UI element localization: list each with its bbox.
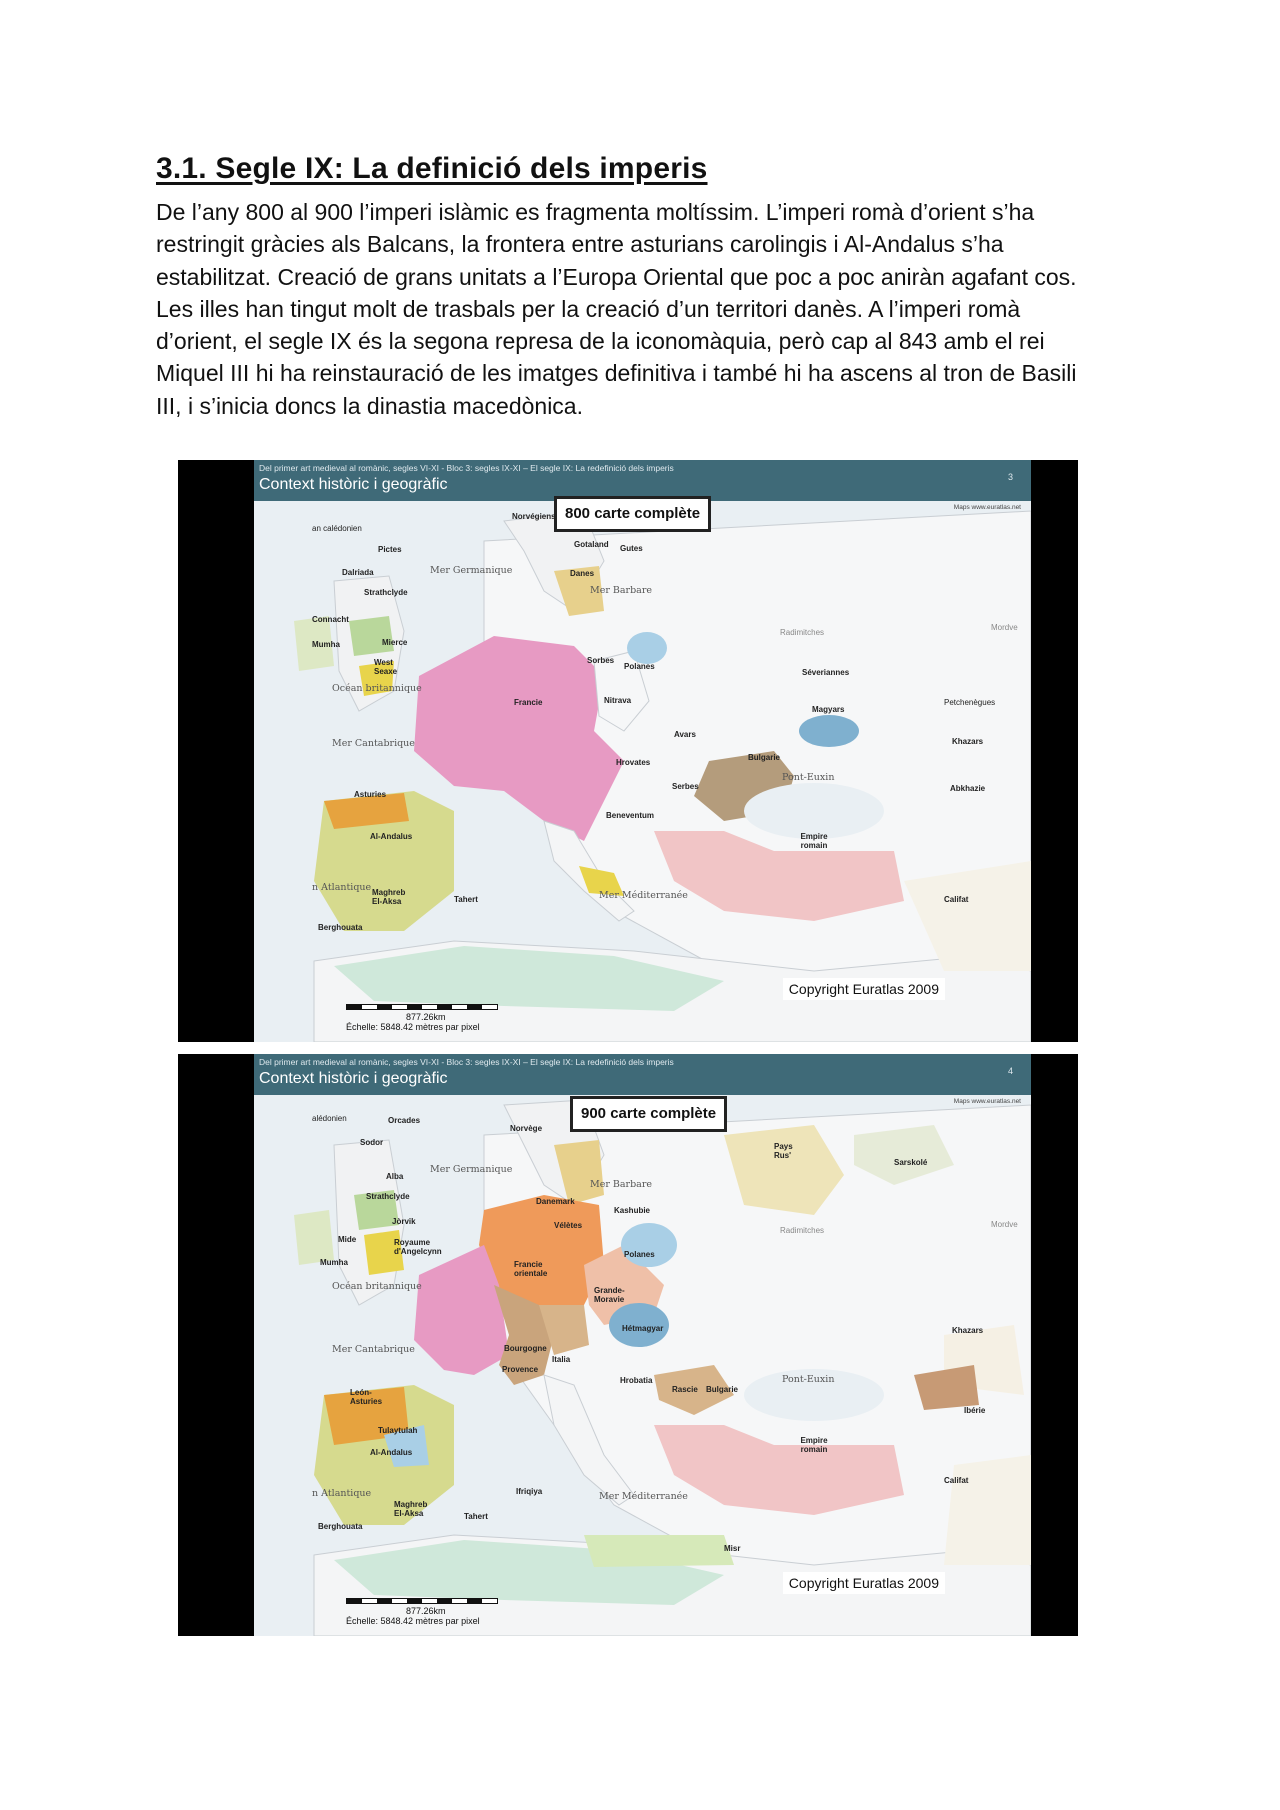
map-label: Connacht	[312, 615, 349, 624]
map-label: Mumha	[320, 1258, 348, 1267]
map-label: Pictes	[378, 545, 402, 554]
map-label: Bourgogne	[504, 1344, 547, 1353]
map-label: Mordve	[991, 623, 1018, 632]
map-label: Pays Rus'	[774, 1142, 793, 1160]
map-label: Misr	[724, 1544, 741, 1553]
sea-label: Mer Barbare	[590, 585, 653, 596]
map-label: Radimitches	[780, 628, 825, 637]
map-label: Khazars	[952, 1326, 984, 1335]
slide-header	[254, 460, 1031, 501]
map-label: Asturies	[354, 790, 387, 799]
europe-map-800	[254, 501, 1031, 1042]
sea-label: n Atlantique	[312, 1488, 372, 1499]
map-label: Francie orientale	[514, 1260, 548, 1278]
map-scale	[346, 1004, 498, 1032]
map-label: Tulaytulah	[378, 1426, 418, 1435]
map-scale	[346, 1598, 498, 1626]
map-label: Provence	[502, 1365, 539, 1374]
map-label: Maghreb El-Aksa	[372, 888, 406, 906]
map-label: an calédonien	[312, 524, 362, 533]
map-label: Ibérie	[964, 1406, 986, 1415]
map-label: Tahert	[454, 895, 478, 904]
map-label: Ifriqiya	[516, 1487, 543, 1496]
map-label: Petchenègues	[944, 698, 996, 707]
map-credit: Maps www.euratlas.net	[953, 1098, 1021, 1105]
map-label: Danes	[570, 569, 595, 578]
map-label: Nitrava	[604, 696, 632, 705]
map-label: Khazars	[952, 737, 984, 746]
map-label: Sarskolé	[894, 1158, 928, 1167]
map-label: Mide	[338, 1235, 357, 1244]
course-line: Del primer art medieval al romànic, segles VI-XI - Bloc 3: segles IX-XI – El segle IX: La redefinició dels imperis	[259, 1057, 674, 1067]
map-label: West Seaxe	[374, 658, 398, 676]
map-label: Avars	[674, 730, 696, 739]
scale-bar	[346, 1598, 498, 1604]
sea-label: Mer Méditerranée	[599, 1491, 688, 1502]
map-label: Beneventum	[606, 811, 655, 820]
map-label: Alba	[386, 1172, 404, 1181]
map-label: Mumha	[312, 640, 340, 649]
slide-title: Context històric i geogràfic	[259, 476, 448, 493]
map-label: Hétmagyar	[622, 1324, 664, 1333]
paragraph-line: estabilitzat. Creació de grans unitats a l’Europa Oriental que poc a poc aniràn agafant cos.	[156, 263, 1077, 290]
course-line: Del primer art medieval al romànic, segles VI-XI - Bloc 3: segles IX-XI – El segle IX: La redefinició dels imperis	[259, 463, 674, 473]
map-label: Rascie	[672, 1385, 698, 1394]
paragraph-line: Les illes han tingut molt de trasbals per la creació d’un territori danès. A l’imperi romà	[156, 295, 1021, 322]
map-label: Vélètes	[554, 1221, 583, 1230]
scale-text: Échelle: 5848.42 mètres par pixel	[346, 1616, 480, 1626]
sea-label: Océan britannique	[332, 1281, 422, 1292]
map-slide-900	[178, 1054, 1078, 1636]
map-label: Bulgarie	[706, 1385, 739, 1394]
map-label: Grande-Moravie	[594, 1286, 625, 1304]
sea-label: Mer Germanique	[430, 565, 513, 576]
map-label: Abkhazie	[950, 784, 986, 793]
map-label: Royaume d'Angelcynn	[394, 1238, 442, 1256]
paragraph-line: De l’any 800 al 900 l’imperi islàmic es fragmenta moltíssim. L’imperi romà d’orient s’ha	[156, 199, 1035, 225]
map-label: Dalriada	[342, 568, 374, 577]
slide-number: 4	[1007, 1066, 1013, 1076]
map-label: Berghouata	[318, 923, 363, 932]
sea-label: Mer Germanique	[430, 1164, 513, 1175]
map-label: Séveriannes	[802, 668, 850, 677]
map-label: Norvège	[510, 1124, 543, 1133]
map-label: León-Asturies	[350, 1388, 383, 1406]
paragraph-line: restringit gràcies als Balcans, la frontera entre asturians carolingis i Al-Andalus s’ha	[156, 231, 1004, 258]
sea-label: Mer Cantabrique	[332, 738, 415, 749]
map-label: Polanes	[624, 662, 655, 671]
map-label: Califat	[944, 1476, 969, 1485]
sea-label: Océan britannique	[332, 683, 422, 694]
map-label: Danemark	[536, 1197, 575, 1206]
paragraph-line: Miquel III hi ha reinstauració de les imatges definitiva i també hi ha ascens al tron de Basili	[156, 360, 1077, 387]
map-label: Sodor	[360, 1138, 384, 1147]
map-label: Italia	[552, 1355, 571, 1364]
paragraph-line: III, i s’inicia doncs la dinastia macedònica.	[156, 392, 583, 419]
body-paragraph	[156, 196, 1116, 422]
map-label: Califat	[944, 895, 969, 904]
slide-content	[254, 1054, 1031, 1636]
map-label: Gutes	[620, 544, 643, 553]
copyright-notice: Copyright Euratlas 2009	[783, 1572, 945, 1594]
map-label: Magyars	[812, 705, 845, 714]
sea-label: Pont-Euxin	[782, 1374, 835, 1385]
map-label: Al-Andalus	[370, 1448, 413, 1457]
slide-number: 3	[1007, 472, 1013, 482]
map-label: Radimitches	[780, 1226, 825, 1235]
sea-label: Mer Méditerranée	[599, 890, 688, 901]
sea-label: Mer Cantabrique	[332, 1344, 415, 1355]
map-label: Maghreb El-Aksa	[394, 1500, 428, 1518]
map-label: Sorbes	[587, 656, 615, 665]
slide-content	[254, 460, 1031, 1042]
map-credit: Maps www.euratlas.net	[953, 504, 1021, 511]
map-label: Bulgarie	[748, 753, 781, 762]
map-label: Polanes	[624, 1250, 655, 1259]
map-label: Hrovates	[616, 758, 651, 767]
map-label: Empire romain	[800, 832, 828, 850]
scale-distance: 877.26km	[406, 1606, 446, 1616]
scale-bar	[346, 1004, 498, 1010]
map-label: Mordve	[991, 1220, 1018, 1229]
map-label: Strathclyde	[364, 588, 408, 597]
map-label: Empire romain	[800, 1436, 828, 1454]
europe-map-900	[254, 1095, 1031, 1636]
slide-title: Context històric i geogràfic	[259, 1070, 448, 1087]
slide-header	[254, 1054, 1031, 1095]
scale-text: Échelle: 5848.42 mètres par pixel	[346, 1022, 480, 1032]
map-label: Jòrvik	[392, 1217, 416, 1226]
section-heading: 3.1. Segle IX: La definició dels imperis	[156, 152, 708, 185]
map-label: Gotaland	[574, 540, 609, 549]
map-title-badge: 800 carte complète	[554, 496, 711, 532]
map-label: Tahert	[464, 1512, 488, 1521]
map-label: Al-Andalus	[370, 832, 413, 841]
map-label: Norvégiens	[512, 512, 556, 521]
map-label: Berghouata	[318, 1522, 363, 1531]
map-label: Kashubie	[614, 1206, 651, 1215]
map-label: Mierce	[382, 638, 408, 647]
sea-label: n Atlantique	[312, 882, 372, 893]
copyright-notice: Copyright Euratlas 2009	[783, 978, 945, 1000]
map-label: Serbes	[672, 782, 699, 791]
scale-distance: 877.26km	[406, 1012, 446, 1022]
paragraph-line: d’orient, el segle IX és la segona represa de la iconomàquia, però cap al 843 amb el rei	[156, 328, 1045, 355]
sea-label: Mer Barbare	[590, 1179, 653, 1190]
map-title-badge: 900 carte complète	[570, 1096, 727, 1132]
map-slide-800	[178, 460, 1078, 1042]
map-label: Hrobatia	[620, 1376, 653, 1385]
map-label: alédonien	[312, 1114, 347, 1123]
map-label: Orcades	[388, 1116, 421, 1125]
sea-label: Pont-Euxin	[782, 772, 835, 783]
map-label: Francie	[514, 698, 543, 707]
map-label: Strathclyde	[366, 1192, 410, 1201]
